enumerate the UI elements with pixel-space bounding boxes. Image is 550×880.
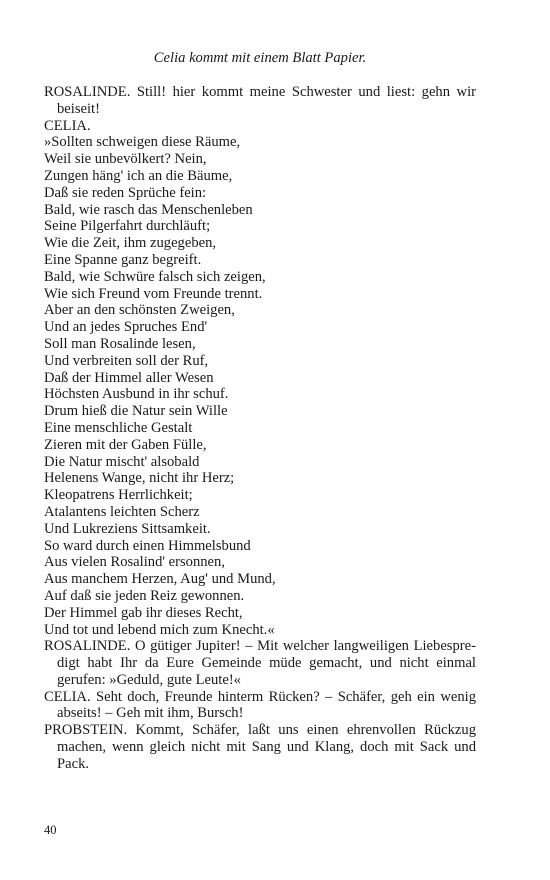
poem-line: Kleopatrens Herrlichkeit; <box>44 487 193 504</box>
poem-line: Wie sich Freund vom Freunde trennt. <box>44 285 263 302</box>
poem-line: Aber an den schönsten Zweigen, <box>44 302 235 319</box>
poem-line: Höchsten Ausbund in ihr schuf. <box>44 386 229 403</box>
speech-rosalinde-1: ROSALINDE. Still! hier kommt meine Schwester und liest: gehn wir beiseit! <box>44 84 476 117</box>
poem-line: Zungen häng' ich an die Bäume, <box>44 167 233 184</box>
poem-line: Aus vielen Rosalind' ersonnen, <box>44 554 225 571</box>
poem-line: Bald, wie Schwüre falsch sich zeigen, <box>44 268 266 285</box>
poem-line: Wie die Zeit, ihm zugegeben, <box>44 235 217 252</box>
poem-line: Eine menschliche Gestalt <box>44 419 193 436</box>
page-number: 40 <box>44 823 57 837</box>
speech-probstein: PROBSTEIN. Kommt, Schäfer, laßt uns einen ehrenvollen Rückzug machen, wenn gleich nicht mit Sang und Klang, doch mit Sack und Pack. <box>44 722 476 772</box>
poem-line: Aus manchem Herzen, Aug' und Mund, <box>44 571 276 588</box>
poem-line: Weil sie unbevölkert? Nein, <box>44 151 207 168</box>
speaker-celia: CELIA. <box>44 117 91 134</box>
poem-line: Zieren mit der Gaben Fülle, <box>44 436 207 453</box>
poem-line: Eine Spanne ganz begreift. <box>44 251 202 268</box>
poem-line: Soll man Rosalinde lesen, <box>44 335 196 352</box>
book-page <box>44 0 476 880</box>
poem-line: Daß sie reden Sprüche fein: <box>44 184 207 201</box>
poem-line: Drum hieß die Natur sein Wille <box>44 403 228 420</box>
poem-line: Atalantens leichten Scherz <box>44 503 200 520</box>
poem-line: Der Himmel gab ihr dieses Recht, <box>44 604 243 621</box>
poem-line: So ward durch einen Himmelsbund <box>44 537 251 554</box>
play-text <box>44 84 476 773</box>
poem-line: Und Lukreziens Sittsamkeit. <box>44 520 211 537</box>
poem-line: Auf daß sie jeden Reiz gewonnen. <box>44 587 245 604</box>
poem-line: Seine Pilgerfahrt durchläuft; <box>44 218 211 235</box>
poem-line: Und an jedes Spruches End' <box>44 319 208 336</box>
stage-direction: Celia kommt mit einem Blatt Papier. <box>153 50 367 66</box>
speech-celia: CELIA. Seht doch, Freunde hinterm Rücken? – Schäfer, geh ein wenig abseits! – Geh mit ihm, Bursch! <box>44 688 476 722</box>
poem-line: Helenens Wange, nicht ihr Herz; <box>44 470 235 487</box>
poem-line: Bald, wie rasch das Menschenleben <box>44 201 253 218</box>
poem-line: Und tot und lebend mich zum Knecht.« <box>44 621 275 638</box>
poem <box>44 134 476 638</box>
poem-line: »Sollten schweigen diese Räume, <box>44 134 241 151</box>
poem-line: Und verbreiten soll der Ruf, <box>44 352 209 369</box>
poem-line: Die Natur mischt' alsobald <box>44 453 200 470</box>
speech-rosalinde-2: ROSALINDE. O gütiger Jupiter! – Mit welcher langweiligen Liebespredigt habt Ihr da Eure Gemeinde müde gemacht, und nicht einmal gerufen: »Geduld, gute Leute!« <box>44 638 476 688</box>
poem-line: Daß der Himmel aller Wesen <box>44 369 214 386</box>
